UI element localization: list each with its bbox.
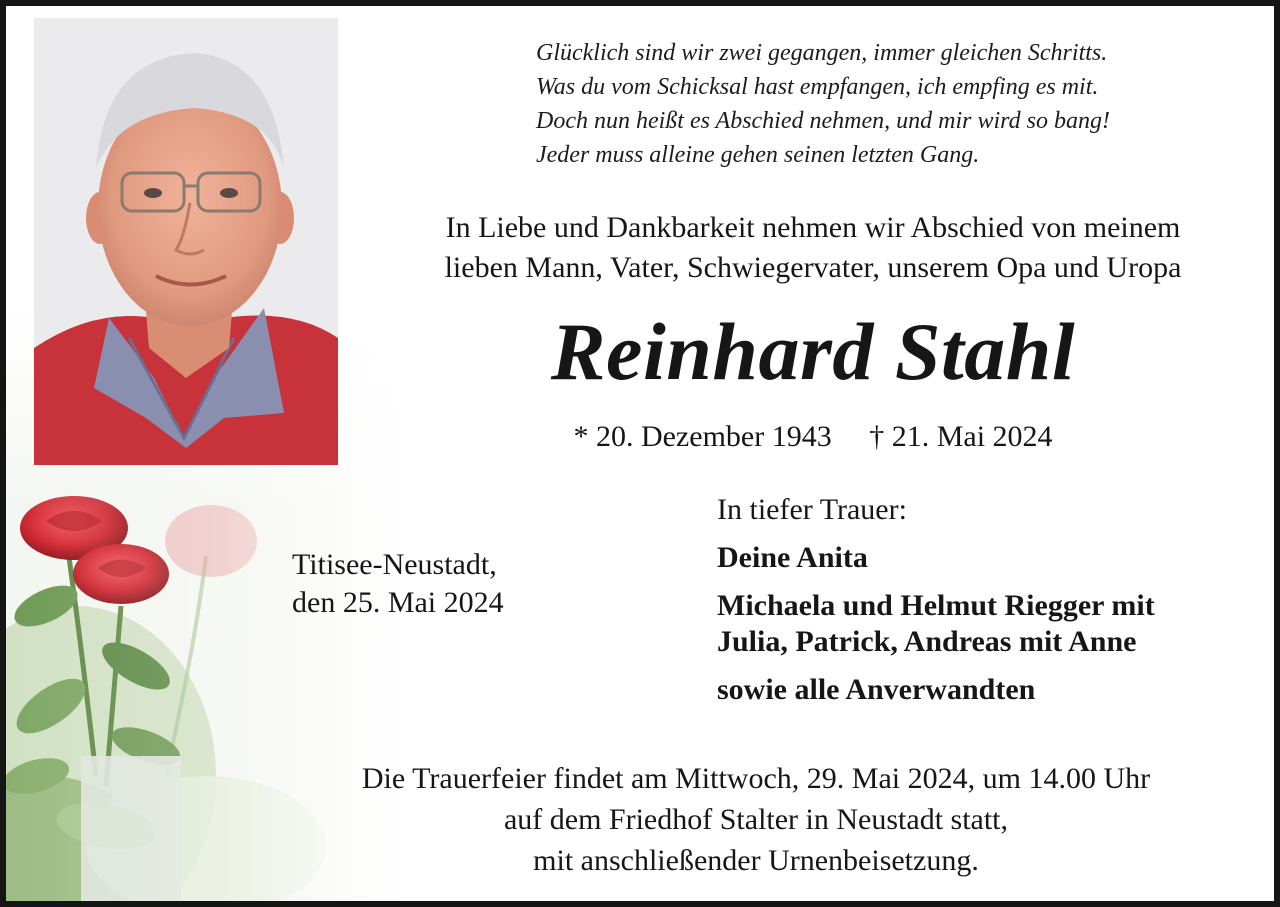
- deceased-name: Reinhard Stahl: [550, 306, 1076, 397]
- funeral-line: mit anschließender Urnenbeisetzung.: [533, 844, 979, 877]
- poem: [536, 36, 1256, 172]
- mourners-block: [717, 492, 1155, 708]
- life-dates: [346, 418, 1280, 456]
- date-line: den 25. Mai 2024: [292, 586, 504, 619]
- place-date: [292, 546, 504, 622]
- funeral-info: [246, 758, 1266, 881]
- poem-line: Was du vom Schicksal hast empfangen, ich empfing es mit.: [536, 74, 1099, 100]
- poem-line: Jeder muss alleine gehen seinen letzten Gang.: [536, 142, 980, 168]
- mourning-heading: In tiefer Trauer:: [717, 493, 907, 526]
- intro-line: lieben Mann, Vater, Schwiegervater, unserem Opa und Uropa: [444, 251, 1182, 284]
- relatives-line: sowie alle Anverwandten: [717, 673, 1036, 706]
- portrait-photo: [34, 18, 338, 465]
- intro-line: In Liebe und Dankbarkeit nehmen wir Abschied von meinem: [445, 211, 1181, 244]
- place-line: Titisee-Neustadt,: [292, 548, 497, 581]
- spouse-name: Deine Anita: [717, 541, 868, 574]
- funeral-line: auf dem Friedhof Stalter in Neustadt statt,: [503, 803, 1009, 836]
- family-line: Julia, Patrick, Andreas mit Anne: [717, 625, 1137, 658]
- poem-line: Doch nun heißt es Abschied nehmen, und mir wird so bang!: [536, 108, 1110, 134]
- family-line: Michaela und Helmut Riegger mit: [717, 589, 1155, 622]
- death-date: † 21. Mai 2024: [869, 420, 1053, 453]
- intro-text: [346, 208, 1280, 288]
- birth-date: * 20. Dezember 1943: [573, 420, 832, 453]
- poem-line: Glücklich sind wir zwei gegangen, immer gleichen Schritts.: [536, 40, 1108, 66]
- funeral-line: Die Trauerfeier findet am Mittwoch, 29. Mai 2024, um 14.00 Uhr: [361, 762, 1151, 795]
